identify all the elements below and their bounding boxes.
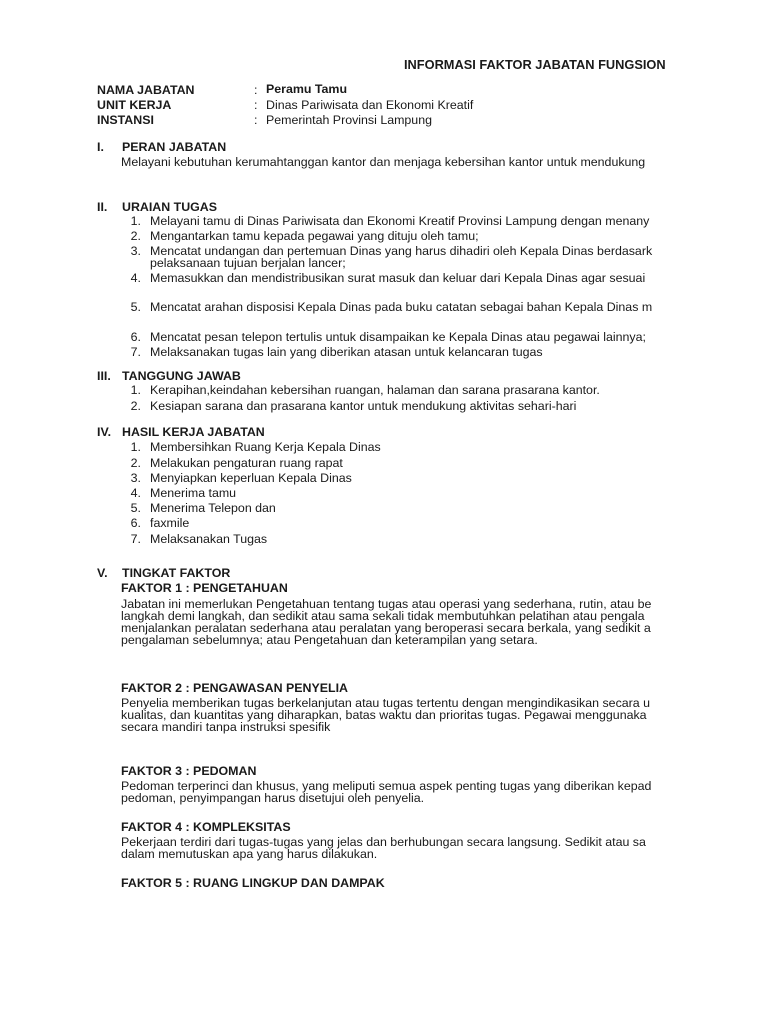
faktor-1-line: pengalaman sebelumnya; atau Pengetahuan dan keterampilan yang setara. [121,633,538,647]
list-item: Menyiapkan keperluan Kepala Dinas [150,471,352,485]
faktor-2-title: FAKTOR 2 : PENGAWASAN PENYELIA [121,681,348,695]
list-number: 1. [130,214,141,228]
unit-kerja-label: UNIT KERJA [97,98,172,112]
section-number: II. [97,200,108,214]
list-number: 5. [130,501,141,515]
list-number: 2. [130,456,141,470]
list-number: 5. [130,300,141,314]
list-item: Mencatat undangan dan pertemuan Dinas yang harus dihadiri oleh Kepala Dinas berdasark [150,244,653,258]
section-title-peran: PERAN JABATAN [122,140,227,154]
list-item: faxmile [150,516,190,530]
faktor-4-line: Pekerjaan terdiri dari tugas-tugas yang jelas dan berhubungan secara langsung. Sedikit atau sa [121,835,646,849]
faktor-4-line: dalam memutuskan apa yang harus dilakukan. [121,847,378,861]
list-number: 6. [130,516,141,530]
faktor-3-line: pedoman, penyimpangan harus disetujui oleh penyelia. [121,791,425,805]
list-item: Melaksanakan tugas lain yang diberikan atasan untuk kelancaran tugas [150,345,543,359]
faktor-2-line: secara mandiri tanpa instruksi spesifik [121,720,331,734]
faktor-3-line: Pedoman terperinci dan khusus, yang meliputi semua aspek penting tugas yang diberikan kepad [121,779,652,793]
section-title-uraian: URAIAN TUGAS [122,200,217,214]
section-title-tingkat: TINGKAT FAKTOR [122,566,231,580]
faktor-4-title: FAKTOR 4 : KOMPLEKSITAS [121,820,291,834]
list-number: 1. [130,383,141,397]
list-item: Membersihkan Ruang Kerja Kepala Dinas [150,440,381,454]
list-item: Memasukkan dan mendistribusikan surat masuk dan keluar dari Kepala Dinas agar sesuai [150,271,646,285]
faktor-2-line: kualitas, dan kuantitas yang diharapkan, batas waktu dan prioritas tugas. Pegawai menggunaka [121,708,647,722]
faktor-2-line: Penyelia memberikan tugas berkelanjutan atau tugas tertentu dengan mengindikasikan secara u [121,696,651,710]
document-title: INFORMASI FAKTOR JABATAN FUNGSION [404,57,666,72]
faktor-5-title: FAKTOR 5 : RUANG LINGKUP DAN DAMPAK [121,876,385,890]
section-number: III. [97,369,111,383]
instansi-label: INSTANSI [97,113,154,127]
nama-jabatan-value: Peramu Tamu [266,82,348,96]
list-item: Mencatat pesan telepon tertulis untuk disampaikan ke Kepala Dinas atau pegawai lainnya; [150,330,646,344]
header-colon: : [254,83,258,97]
section-number: V. [97,566,108,580]
section-title-hasil: HASIL KERJA JABATAN [122,425,265,439]
peran-text: Melayani kebutuhan kerumahtanggan kantor dan menjaga kebersihan kantor untuk mendukung [121,155,646,169]
list-number: 3. [130,244,141,258]
instansi-value: Pemerintah Provinsi Lampung [266,113,432,127]
faktor-1-line: langkah demi langkah, dan sedikit atau sama sekali tidak membutuhkan pelatihan atau pengala [121,609,645,623]
list-number: 2. [130,229,141,243]
header-colon: : [254,113,258,127]
list-item: Melakukan pengaturan ruang rapat [150,456,343,470]
list-number: 6. [130,330,141,344]
list-number: 7. [130,532,141,546]
list-item: Mencatat arahan disposisi Kepala Dinas pada buku catatan sebagai bahan Kepala Dinas m [150,300,653,314]
section-number: IV. [97,425,112,439]
list-number: 3. [130,471,141,485]
section-number: I. [97,140,104,154]
header-colon: : [254,98,258,112]
list-item: Menerima tamu [150,486,237,500]
faktor-1-title: FAKTOR 1 : PENGETAHUAN [121,581,288,595]
list-item-continuation: pelaksanaan tujuan berjalan lancer; [150,256,346,270]
unit-kerja-value: Dinas Pariwisata dan Ekonomi Kreatif [266,98,474,112]
faktor-3-title: FAKTOR 3 : PEDOMAN [121,764,257,778]
nama-jabatan-label: NAMA JABATAN [97,83,195,97]
list-item: Mengantarkan tamu kepada pegawai yang dituju oleh tamu; [150,229,479,243]
list-item: Menerima Telepon dan [150,501,276,515]
list-item: Kerapihan,keindahan kebersihan ruangan, halaman dan sarana prasarana kantor. [150,383,600,397]
list-number: 1. [130,440,141,454]
faktor-1-line: Jabatan ini memerlukan Pengetahuan tentang tugas atau operasi yang sederhana, rutin, atau be [121,597,652,611]
list-item: Kesiapan sarana dan prasarana kantor untuk mendukung aktivitas sehari-hari [150,399,577,413]
list-item: Melaksanakan Tugas [150,532,268,546]
list-number: 4. [130,271,141,285]
list-number: 2. [130,399,141,413]
faktor-1-line: menjalankan peralatan sederhana atau peralatan yang beroperasi secara berkala, yang sedikit a [121,621,651,635]
list-number: 4. [130,486,141,500]
list-number: 7. [130,345,141,359]
list-item: Melayani tamu di Dinas Pariwisata dan Ekonomi Kreatif Provinsi Lampung dengan menany [150,214,650,228]
section-title-tanggung: TANGGUNG JAWAB [122,369,241,383]
